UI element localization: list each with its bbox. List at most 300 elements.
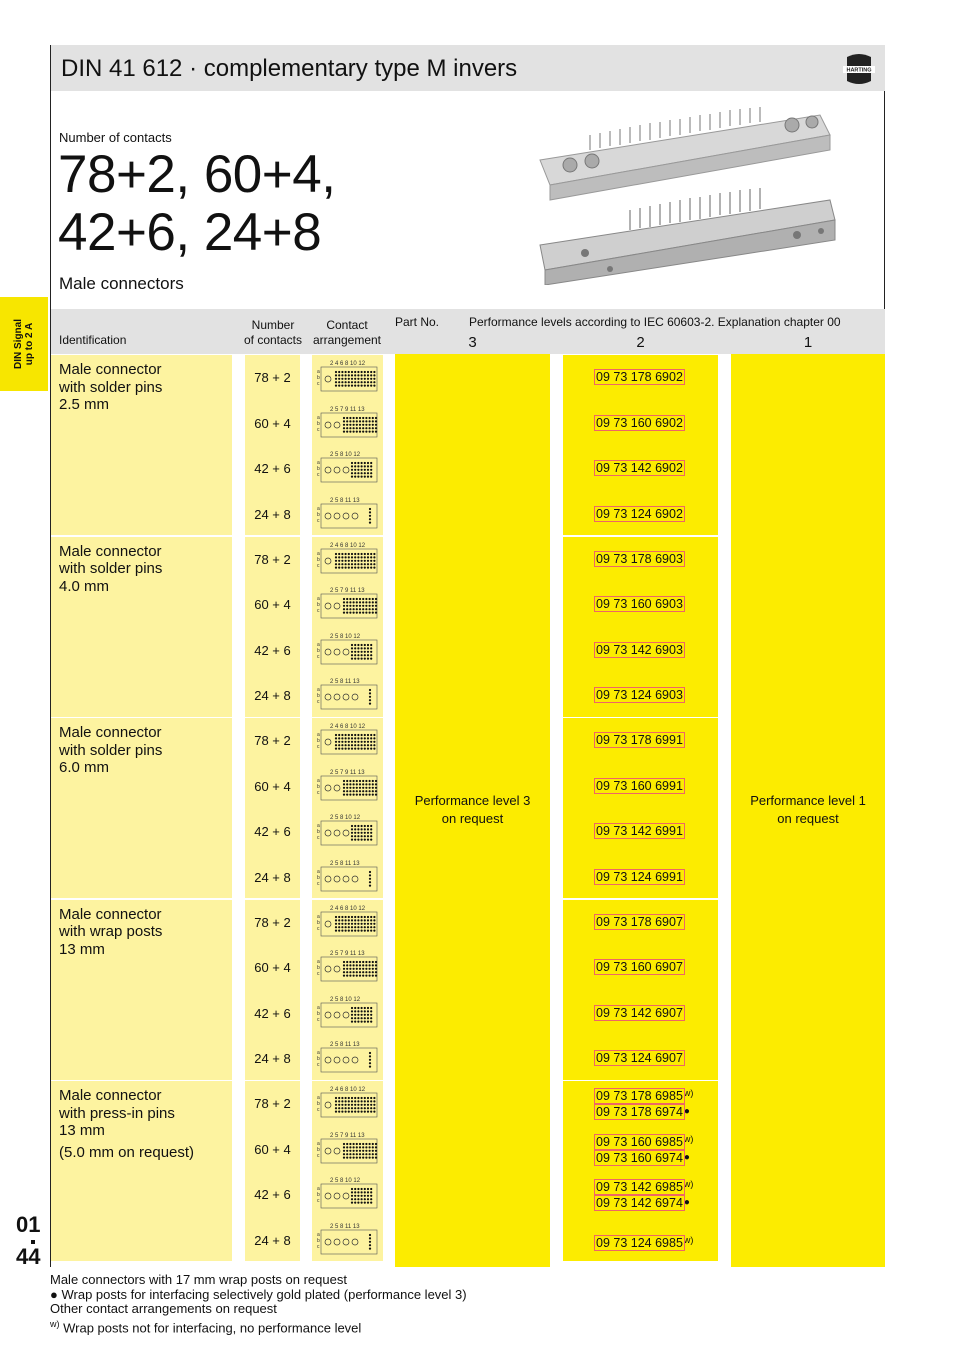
row-letter: c <box>317 381 320 387</box>
part-number[interactable] <box>595 1195 690 1211</box>
signal-contact <box>356 423 358 425</box>
part-number-text[interactable]: 09 73 160 6903 <box>596 597 683 611</box>
part-number[interactable] <box>595 1051 684 1066</box>
row-letter: a <box>317 1050 320 1056</box>
part-number-text[interactable]: 09 73 142 6991 <box>596 824 683 838</box>
signal-contact <box>364 1017 366 1019</box>
signal-contact <box>353 961 355 963</box>
part-number[interactable] <box>595 824 684 839</box>
signal-contact <box>370 748 372 750</box>
signal-contact <box>373 552 375 554</box>
signal-contact <box>372 779 374 781</box>
signal-contact <box>367 566 369 568</box>
signal-contact <box>343 786 345 788</box>
signal-contact <box>345 563 347 565</box>
part-number[interactable] <box>595 416 684 431</box>
signal-contact <box>369 870 371 872</box>
part-number[interactable] <box>595 870 684 885</box>
signal-contact <box>357 1195 359 1197</box>
signal-contact <box>357 381 359 383</box>
signal-contact <box>370 919 372 921</box>
contact-count: 60 + 4 <box>254 597 291 612</box>
signal-contact <box>373 1111 375 1113</box>
part-number[interactable] <box>595 733 684 748</box>
side-tab[interactable] <box>0 297 48 391</box>
signal-contact <box>369 961 371 963</box>
signal-contact <box>362 975 364 977</box>
signal-contact <box>341 748 343 750</box>
signal-contact <box>357 385 359 387</box>
contact-arrangement <box>316 1040 380 1074</box>
coax-contact <box>343 1057 349 1063</box>
coax-contact <box>343 694 349 700</box>
signal-contact <box>372 601 374 603</box>
signal-contact <box>341 563 343 565</box>
part-number-text[interactable]: 09 73 142 6902 <box>596 461 683 475</box>
signal-contact <box>356 1146 358 1148</box>
signal-contact <box>348 929 350 931</box>
signal-contact <box>369 416 371 418</box>
signal-contact <box>367 559 369 561</box>
signal-contact <box>370 1013 372 1015</box>
contact-arrangement <box>316 359 380 393</box>
signal-contact <box>367 1100 369 1102</box>
contact-count: 24 + 8 <box>254 1232 291 1248</box>
signal-contact <box>367 647 369 649</box>
coax-contact <box>325 1239 331 1245</box>
contact-arrangement-diagram <box>316 586 380 620</box>
signal-contact <box>372 608 374 610</box>
signal-contact <box>367 1013 369 1015</box>
signal-contact <box>341 559 343 561</box>
signal-contact <box>362 608 364 610</box>
identification-line: with wrap posts <box>59 923 163 940</box>
part-number[interactable] <box>595 960 684 975</box>
part-number-text[interactable]: 09 73 124 6907 <box>596 1051 683 1065</box>
signal-contact <box>354 915 356 917</box>
signal-contact <box>346 779 348 781</box>
signal-contact <box>372 786 374 788</box>
signal-contact <box>343 961 345 963</box>
coax-contact <box>325 422 331 428</box>
signal-contact <box>373 1097 375 1099</box>
signal-contact <box>354 385 356 387</box>
signal-contact <box>357 650 359 652</box>
signal-contact <box>353 1146 355 1148</box>
part-number-text[interactable]: 09 73 124 6991 <box>596 869 683 884</box>
identification-line: 13 mm <box>59 940 105 958</box>
coax-contact <box>352 694 358 700</box>
signal-contact <box>348 556 350 558</box>
identification-line: 6.0 mm <box>59 759 110 776</box>
signal-contact <box>354 472 356 474</box>
coax-contact <box>343 649 349 655</box>
signal-contact <box>361 825 363 827</box>
signal-contact <box>341 385 343 387</box>
part-number[interactable] <box>595 507 684 522</box>
part-number[interactable] <box>595 1150 690 1166</box>
identification-text <box>59 724 162 777</box>
signal-contact <box>359 786 361 788</box>
contact-arrangement <box>316 450 380 484</box>
signal-contact <box>375 1149 377 1151</box>
coax-contact <box>325 558 331 564</box>
signal-contact <box>370 929 372 931</box>
part-number[interactable] <box>595 461 684 476</box>
signal-contact <box>369 511 371 513</box>
signal-contact <box>361 929 363 931</box>
part-number[interactable] <box>595 1104 690 1120</box>
signal-contact <box>369 430 371 432</box>
signal-contact <box>362 427 364 429</box>
contact-arrangement-diagram <box>316 1040 380 1074</box>
row-letter: c <box>317 426 320 433</box>
signal-contact <box>372 612 374 614</box>
signal-contact <box>357 1010 359 1012</box>
signal-contact <box>353 598 355 600</box>
signal-contact <box>375 786 377 788</box>
signal-contact <box>345 915 347 917</box>
signal-contact <box>365 779 367 781</box>
signal-contact <box>367 1104 369 1106</box>
part-number-text[interactable]: 09 73 160 6907 <box>596 960 683 974</box>
signal-contact <box>345 734 347 736</box>
signal-contact <box>351 922 353 924</box>
signal-contact <box>351 381 353 383</box>
signal-contact <box>341 566 343 568</box>
signal-contact <box>356 968 358 970</box>
arrangement-numbers: 2 4 6 8 10 12 <box>330 361 366 367</box>
signal-contact <box>349 968 351 970</box>
signal-contact <box>354 650 356 652</box>
signal-contact <box>359 975 361 977</box>
signal-contact <box>361 1100 363 1102</box>
signal-contact <box>354 1097 356 1099</box>
signal-contact <box>362 1149 364 1151</box>
signal-contact <box>369 783 371 785</box>
signal-contact <box>345 1097 347 1099</box>
signal-contact <box>349 608 351 610</box>
signal-contact <box>345 741 347 743</box>
signal-contact <box>362 423 364 425</box>
title-bar <box>51 45 885 91</box>
signal-contact <box>364 929 366 931</box>
contact-arrangement-diagram <box>316 541 380 575</box>
signal-contact <box>353 1149 355 1151</box>
signal-contact <box>345 371 347 373</box>
signal-contact <box>345 385 347 387</box>
part-number[interactable] <box>595 1086 693 1104</box>
part-number-text[interactable]: 09 73 160 6985 <box>596 1134 683 1149</box>
signal-contact <box>359 416 361 418</box>
row-letter: b <box>317 783 320 790</box>
signal-contact <box>367 825 369 827</box>
signal-contact <box>364 378 366 380</box>
signal-contact <box>338 922 340 924</box>
signal-contact <box>364 1188 366 1190</box>
part-number[interactable] <box>595 688 684 703</box>
signal-contact <box>354 926 356 928</box>
signal-contact <box>362 783 364 785</box>
signal-contact <box>357 462 359 464</box>
signal-contact <box>349 598 351 600</box>
signal-contact <box>354 835 356 837</box>
signal-contact <box>348 922 350 924</box>
signal-contact <box>354 734 356 736</box>
signal-contact <box>354 1100 356 1102</box>
part-number[interactable] <box>595 597 684 612</box>
part-number-text[interactable]: 09 73 178 6907 <box>596 914 683 929</box>
coax-contact <box>334 694 340 700</box>
signal-contact <box>357 1191 359 1193</box>
signal-contact <box>351 1104 353 1106</box>
signal-contact <box>365 601 367 603</box>
contact-counts-line1: 78+2, 60+4, <box>58 145 336 204</box>
signal-contact <box>369 518 371 520</box>
signal-contact <box>349 1156 351 1158</box>
harting-logo <box>841 51 877 87</box>
signal-contact <box>370 828 372 830</box>
signal-contact <box>362 793 364 795</box>
signal-contact <box>357 559 359 561</box>
part-number-text[interactable]: 09 73 160 6902 <box>596 415 683 430</box>
signal-contact <box>346 1156 348 1158</box>
signal-contact <box>370 839 372 841</box>
signal-contact <box>338 559 340 561</box>
signal-contact <box>361 832 363 834</box>
page-title: DIN 41 612 · complementary type M invers <box>61 55 518 82</box>
signal-contact <box>367 1188 369 1190</box>
signal-contact <box>375 430 377 432</box>
row-letter: b <box>317 602 320 608</box>
part-number[interactable] <box>595 370 684 385</box>
page-number: 44 <box>16 1244 41 1269</box>
level1-note-line1: Performance level 1 <box>750 793 866 808</box>
contact-arrangement-diagram <box>316 359 380 393</box>
signal-contact <box>348 915 350 917</box>
signal-contact <box>357 566 359 568</box>
signal-contact <box>351 385 353 387</box>
signal-contact <box>361 1107 363 1109</box>
arrangement-numbers: 2 5 8 11 13 <box>330 679 360 685</box>
part-number-text[interactable]: 09 73 142 6903 <box>596 642 683 657</box>
identification-line: with solder pins <box>59 741 163 759</box>
row-letter: b <box>317 556 320 563</box>
signal-contact <box>365 420 367 422</box>
signal-contact <box>370 1097 372 1099</box>
signal-contact <box>361 741 363 743</box>
signal-contact <box>364 381 366 383</box>
row-letter: a <box>317 823 320 829</box>
signal-contact <box>356 608 358 610</box>
signal-contact <box>346 793 348 795</box>
signal-contact <box>351 643 353 645</box>
signal-contact <box>346 975 348 977</box>
signal-contact <box>370 462 372 464</box>
signal-contact <box>351 552 353 554</box>
signal-contact <box>369 790 371 792</box>
signal-contact <box>370 647 372 649</box>
contact-arrangement-diagram <box>316 722 380 756</box>
signal-contact <box>335 566 337 568</box>
signal-contact <box>361 919 363 921</box>
arrangement-numbers: 2 5 7 9 11 13 <box>330 588 365 594</box>
signal-contact <box>369 1153 371 1155</box>
signal-contact <box>353 608 355 610</box>
part-number-text[interactable]: 09 73 124 6903 <box>596 688 683 702</box>
signal-contact <box>373 385 375 387</box>
signal-contact <box>343 1142 345 1144</box>
signal-contact <box>346 427 348 429</box>
signal-contact <box>370 559 372 561</box>
part-number-text[interactable]: 09 73 178 6974 <box>596 1105 683 1119</box>
signal-contact <box>351 1195 353 1197</box>
signal-contact <box>346 430 348 432</box>
signal-contact <box>370 734 372 736</box>
signal-contact <box>367 1195 369 1197</box>
signal-contact <box>341 1104 343 1106</box>
signal-contact <box>335 374 337 376</box>
signal-contact <box>373 748 375 750</box>
contact-arrangement <box>316 949 380 983</box>
signal-contact <box>348 741 350 743</box>
identification-text <box>59 906 162 959</box>
signal-contact <box>341 929 343 931</box>
signal-contact <box>349 430 351 432</box>
signal-contact <box>364 1006 366 1008</box>
signal-contact <box>341 919 343 921</box>
signal-contact <box>357 832 359 834</box>
part-number[interactable] <box>595 1006 684 1021</box>
signal-contact <box>367 1006 369 1008</box>
contact-count: 78 + 2 <box>254 914 291 930</box>
signal-contact <box>349 612 351 614</box>
signal-contact <box>359 1149 361 1151</box>
signal-contact <box>345 1104 347 1106</box>
signal-contact <box>338 741 340 743</box>
signal-contact <box>359 612 361 614</box>
part-number-text[interactable]: 09 73 124 6902 <box>596 506 683 521</box>
signal-contact <box>361 835 363 837</box>
part-number[interactable] <box>595 552 684 567</box>
signal-contact <box>365 605 367 607</box>
signal-contact <box>338 1111 340 1113</box>
signal-contact <box>362 416 364 418</box>
signal-contact <box>348 1111 350 1113</box>
contact-count: 24 + 8 <box>254 506 291 522</box>
signal-contact <box>369 793 371 795</box>
signal-contact <box>367 915 369 917</box>
part-number[interactable] <box>595 779 684 794</box>
part-number-text[interactable]: 09 73 142 6907 <box>596 1005 683 1020</box>
signal-contact <box>364 1107 366 1109</box>
part-number[interactable] <box>595 1233 693 1251</box>
bullet-icon: ● <box>683 1197 690 1208</box>
contact-count: 60 + 4 <box>254 778 291 794</box>
signal-contact <box>338 1100 340 1102</box>
part-number-text[interactable]: 09 73 178 6985 <box>596 1089 683 1103</box>
contact-arrangement-diagram <box>316 632 380 666</box>
signal-contact <box>335 378 337 380</box>
signal-contact <box>370 654 372 656</box>
signal-contact <box>375 1156 377 1158</box>
signal-contact <box>361 1006 363 1008</box>
part-number[interactable] <box>595 643 684 658</box>
signal-contact <box>367 734 369 736</box>
part-number-text[interactable]: 09 73 178 6902 <box>596 370 683 384</box>
row-letter: b <box>317 466 320 472</box>
signal-contact <box>349 427 351 429</box>
signal-contact <box>351 915 353 917</box>
signal-contact <box>345 922 347 924</box>
signal-contact <box>345 374 347 376</box>
part-number-text[interactable]: 09 73 160 6991 <box>596 778 683 793</box>
signal-contact <box>348 371 350 373</box>
part-number-text[interactable]: 09 73 178 6991 <box>596 733 683 747</box>
part-number[interactable] <box>595 1132 693 1150</box>
signal-contact <box>370 926 372 928</box>
signal-contact <box>369 1233 371 1235</box>
signal-contact <box>351 1097 353 1099</box>
part-number[interactable] <box>595 915 684 930</box>
arrangement-numbers: 2 5 8 11 13 <box>330 497 360 504</box>
header-part-no: Part No. <box>395 315 440 329</box>
part-number[interactable] <box>595 1177 693 1195</box>
signal-contact <box>349 1146 351 1148</box>
level3-note-line2: on request <box>441 811 504 826</box>
signal-contact <box>345 1111 347 1113</box>
signal-contact <box>375 612 377 614</box>
signal-contact <box>367 835 369 837</box>
signal-contact <box>354 839 356 841</box>
signal-contact <box>372 968 374 970</box>
signal-contact <box>365 1156 367 1158</box>
part-number-text[interactable]: 09 73 142 6985 <box>596 1180 683 1194</box>
signal-contact <box>343 1146 345 1148</box>
part-number-text[interactable]: 09 73 142 6974 <box>596 1196 683 1210</box>
signal-contact <box>351 825 353 827</box>
part-number-text[interactable]: 09 73 124 6985 <box>596 1235 683 1250</box>
signal-contact <box>362 430 364 432</box>
signal-contact <box>359 1142 361 1144</box>
footnote-4-text: Wrap posts not for interfacing, no performance level <box>59 1319 362 1335</box>
signal-contact <box>353 605 355 607</box>
signal-contact <box>373 1107 375 1109</box>
coax-contact <box>325 649 331 655</box>
signal-contact <box>357 1104 359 1106</box>
signal-contact <box>345 1100 347 1102</box>
part-number-text[interactable]: 09 73 160 6974 <box>596 1150 683 1165</box>
signal-contact <box>369 1142 371 1144</box>
signal-contact <box>367 1097 369 1099</box>
signal-contact <box>375 1146 377 1148</box>
signal-contact <box>375 793 377 795</box>
signal-contact <box>361 1097 363 1099</box>
row-letter: a <box>317 777 320 784</box>
contact-arrangement <box>316 496 380 530</box>
signal-contact <box>362 790 364 792</box>
signal-contact <box>351 650 353 652</box>
signal-contact <box>365 1146 367 1148</box>
arrangement-numbers: 2 5 8 10 12 <box>330 1178 361 1184</box>
coax-contact <box>325 1057 331 1063</box>
arrangement-numbers: 2 5 7 9 11 13 <box>330 406 365 413</box>
row-letter: b <box>317 919 320 926</box>
signal-contact <box>370 657 372 659</box>
signal-contact <box>353 968 355 970</box>
contact-count: 78 + 2 <box>254 370 291 385</box>
part-number-text[interactable]: 09 73 178 6903 <box>596 551 683 566</box>
